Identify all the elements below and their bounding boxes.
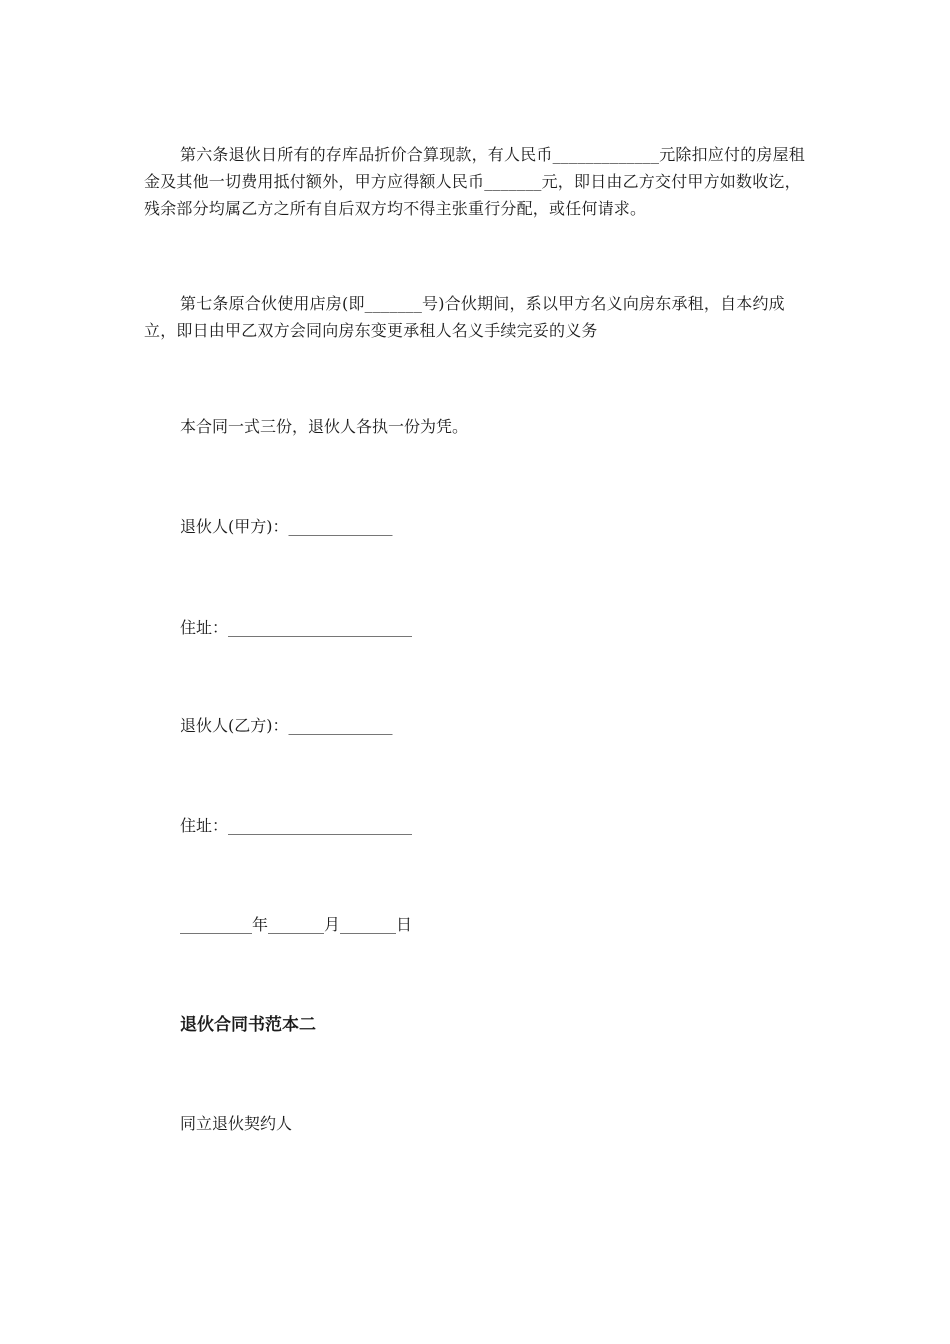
template-2-title: 退伙合同书范本二 (180, 1015, 316, 1035)
date-line: _________年_______月_______日 (180, 915, 413, 934)
party-b-signature-line: 退伙人(乙方)：_____________ (180, 716, 393, 735)
party-a-signature-line: 退伙人(甲方)：_____________ (180, 517, 393, 536)
article-7-paragraph: 第七条原合伙使用店房(即_______号)合伙期间，系以甲方名义向房东承租，自本约成立，即日由甲乙双方会同向房东变更承租人名义手续完妥的义务 (144, 294, 785, 340)
template-2-intro: 同立退伙契约人 (180, 1114, 293, 1133)
copies-clause: 本合同一式三份，退伙人各执一份为凭。 (180, 417, 469, 436)
article-6-paragraph: 第六条退伙日所有的存库品折价合算现款，有人民币_____________元除扣应付的房屋租金及其他一切费用抵付额外，甲方应得额人民币_______元，即日由乙方交付甲方如数收讫，残余部分均属乙方之所有自后双方均不得主张重行分配，或任何请求。 (144, 145, 806, 218)
party-b-address-line: 住址：_______________________ (180, 816, 413, 835)
party-a-address-line: 住址：_______________________ (180, 618, 413, 637)
